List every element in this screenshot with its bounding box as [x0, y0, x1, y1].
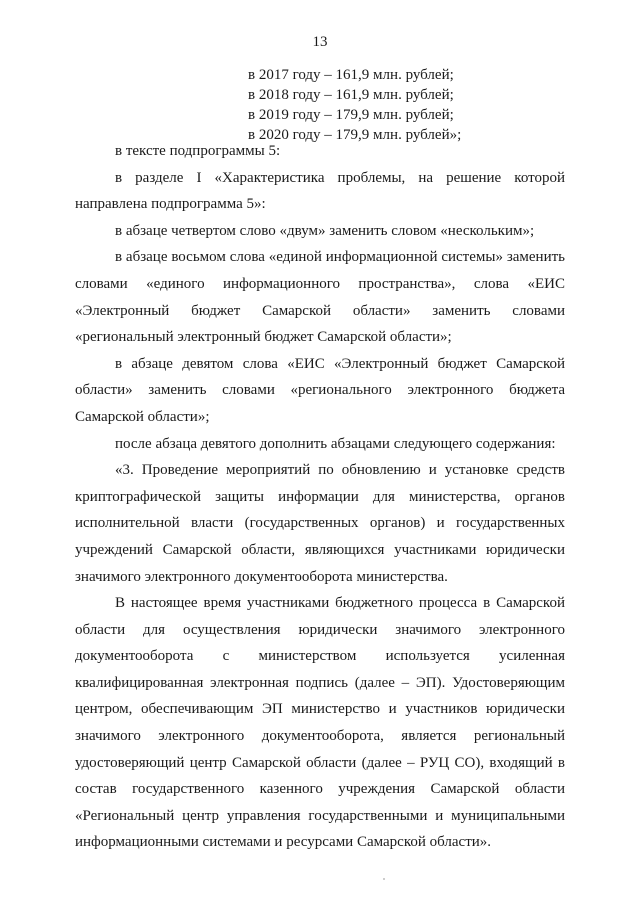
document-body: [75, 138, 565, 856]
amount-line-2018: в 2018 году – 161,9 млн. рублей;: [248, 87, 454, 103]
paragraph-subprogram-intro: в тексте подпрограммы 5:: [115, 143, 281, 159]
page-number: 13: [312, 34, 328, 50]
paragraph-eighth-amendment: в абзаце восьмом слова «единой информационной системы» заменить словами «единого информационного пространства», слова «ЕИС «Электронный бюджет Самарской области» заменить словами «региональный электронный бюджет Самарской области»;: [75, 249, 565, 346]
scan-speck: [383, 878, 385, 880]
paragraph-current-situation: В настоящее время участниками бюджетного процесса в Самарской области для осуществления юридически значимого электронного документооборота с министерством используется усиленная квалифицированная электронная подпись (далее – ЭП). Удостоверяющим центром, обеспечивающим ЭП министерство и участников юридически значимого электронного документооборота, является региональный удостоверяющий центр Самарской области (далее – РУЦ СО), входящий в состав государственного казенного учреждения Самарской области «Региональный центр управления государственными и муниципальными информационными системами и ресурсами Самарской области».: [75, 595, 565, 851]
paragraph-ninth-amendment: в абзаце девятом слова «ЕИС «Электронный бюджет Самарской области» заменить словами «регионального электронного бюджета Самарской области»;: [75, 355, 565, 425]
paragraph-section-reference: в разделе I «Характеристика проблемы, на решение которой направлена подпрограмма 5»:: [75, 169, 565, 213]
amount-line-2020: в 2020 году – 179,9 млн. рублей»;: [248, 127, 462, 143]
paragraph-fourth-amendment: в абзаце четвертом слово «двум» заменить словом «нескольким»;: [115, 222, 535, 239]
funding-amount-list: [248, 65, 461, 145]
paragraph-addition-intro: после абзаца девятого дополнить абзацами следующего содержания:: [115, 435, 556, 452]
amount-line-2017: в 2017 году – 161,9 млн. рублей;: [248, 67, 454, 83]
amount-line-2019: в 2019 году – 179,9 млн. рублей;: [248, 107, 454, 123]
paragraph-item-3: «3. Проведение мероприятий по обновлению и установке средств криптографической защиты информации для министерства, органов исполнительной власти (государственных органов) и государственных учреждений Самарской области, являющихся участниками юридически значимого электронного документооборота министерства.: [75, 462, 565, 585]
